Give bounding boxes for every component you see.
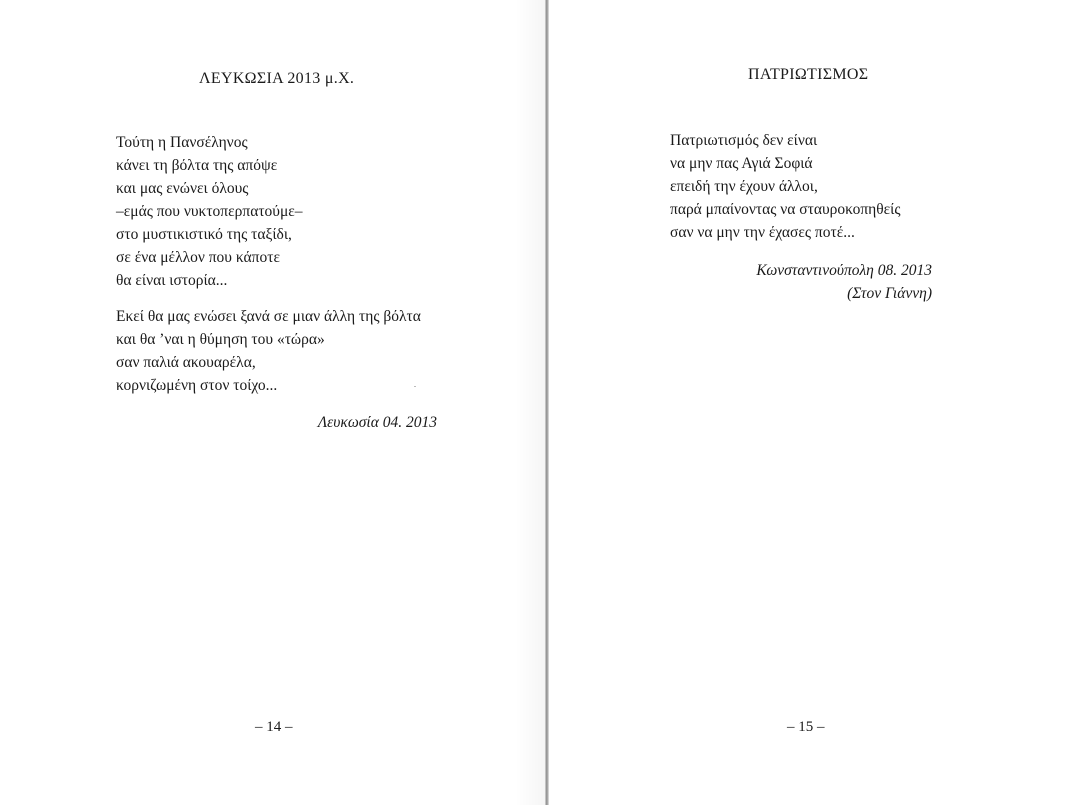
poem-line: θα είναι ιστορία... [116,272,228,289]
poem-line: στο μυστικιστικό της ταξίδι, [116,226,292,243]
poem-line: να μην πας Αγιά Σοφιά [670,155,813,172]
signature-dedication: (Στον Γιάννη) [847,285,932,302]
signature-place-date: Λευκωσία 04. 2013 [317,414,437,431]
poem-line: κάνει τη βόλτα της απόψε [116,157,278,174]
right-page [549,0,1085,805]
left-poem-signature [318,411,437,434]
poem-line: σαν να μην την έχασες ποτέ... [670,224,855,241]
left-poem-stanza-1 [116,131,303,292]
poem-line: Πατριωτισμός δεν είναι [670,132,818,149]
poem-line: παρά μπαίνοντας να σταυροκοπηθείς [670,201,901,218]
left-poem-title: ΛΕΥΚΩΣΙΑ 2013 μ.Χ. [199,70,355,87]
right-poem-stanza-1 [670,129,901,244]
gutter-shadow-left [515,0,545,805]
right-page-number: – 15 – [787,719,825,735]
right-poem-signature [756,259,932,305]
paper-speck [414,386,416,387]
poem-line: Εκεί θα μας ενώσει ξανά σε μιαν άλλη της βόλτα [116,308,421,325]
poem-line: επειδή την έχουν άλλοι, [670,178,818,195]
poem-line: και μας ενώνει όλους [116,180,249,197]
poem-line: σαν παλιά ακουαρέλα, [116,354,256,371]
right-poem-title: ΠΑΤΡΙΩΤΙΣΜΟΣ [748,66,869,83]
poem-line: Τούτη η Πανσέληνος [116,134,248,151]
signature-place-date: Κωνσταντινούπολη 08. 2013 [756,262,932,279]
left-poem-stanza-2 [116,305,421,397]
poem-line: κορνιζωμένη στον τοίχο... [116,377,278,394]
poem-line: και θα ’ναι η θύμηση του «τώρα» [116,331,325,348]
left-page-number: – 14 – [255,719,293,735]
poem-line: σε ένα μέλλον που κάποτε [116,249,280,266]
poem-line: –εμάς που νυκτοπερπατούμε– [116,203,303,220]
